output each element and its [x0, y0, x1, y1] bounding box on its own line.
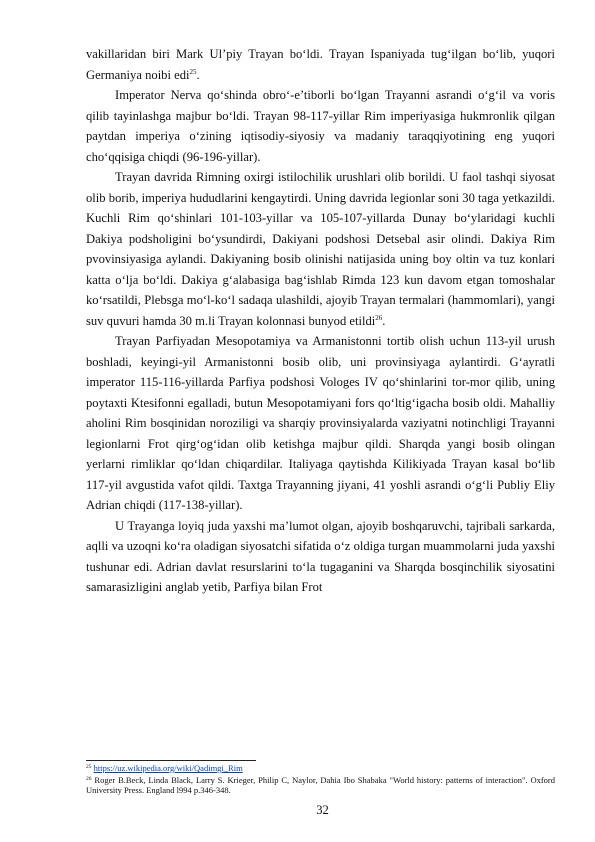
paragraph-3-tail: .: [382, 313, 386, 328]
paragraph-2-text: Imperator Nerva qo‘shinda obro‘-e’tiborli bo‘lgan Trayanni asrandi o‘g‘il va voris qilib tayinlashga majbur bo‘ldi. Trayan 98-117-yillar Rim imperiyasiga hukmronlik qilgan paytdan imperiya o‘zining iqtisodiy-siyosiy va madaniy taraqqiyotining eng yuqori cho‘qqisiga chiqdi (96-196-yillar).: [86, 88, 555, 164]
footnote-25-number: 25: [86, 764, 92, 770]
footnote-26-text: Roger B.Beck, Linda Black, Larry S. Krieger, Philip C, Naylor, Dahia Ibo Shabaka "World history: patterns of interaction". Oxford University Press. England l994 p.346-348.: [86, 774, 555, 795]
paragraph-4: [86, 331, 555, 516]
footnote-ref-25[interactable]: 25: [189, 67, 197, 76]
paragraph-1: [86, 44, 555, 85]
paragraph-2: [86, 85, 555, 167]
page-number: 32: [316, 803, 329, 817]
paragraph-1-tail: .: [196, 67, 200, 82]
footnote-26-number: 26: [86, 775, 92, 782]
paragraph-3: [86, 167, 555, 331]
footnote-25: [86, 763, 555, 774]
paragraph-4-text: Trayan Parfiyadan Mesopotamiya va Armanistonni tortib olish uchun 113-yil urush boshladi, keyingi-yil Armanistonni bosib olib, uni provinsiyaga aylantirdi. G‘ayratli imperator 115-116-yillarda Parfiya podshosi Vologes IV qo‘shinlarini tor-mor qilib, uning poytaxti Ktesifonni egalladi, butun Mesopotamiyani fors qo‘ltig‘igacha bosib oldi. Mahalliy aholini Rim bosqinidan noroziligi va sharqiy provinsiyalarda vaziyatni notinchligi Trayanni legionlarni Frot qirg‘og‘idan olib ketishga majbur qildi. Sharqda yangi bosib olingan yerlarni rimliklar qo‘ldan chiqardilar. Italiyaga qaytishda Kilikiyada Trayan kasal bo‘lib 117-yil avgustida vafot qildi. Taxtga Trayanning jiyani, 41 yoshli asrandi o‘g‘li Publiy Eliy Adrian chiqdi (117-138-yillar).: [86, 334, 555, 512]
main-text: [86, 44, 555, 598]
paragraph-1-text: vakillaridan biri Mark Ul’piy Trayan bo‘ldi. Trayan Ispaniyada tug‘ilgan bo‘lib, yuqori Germaniya noibi edi: [86, 47, 555, 82]
footnote-26: [86, 775, 555, 796]
paragraph-5-text: U Trayanga loyiq juda yaxshi ma’lumot olgan, ajoyib boshqaruvchi, tajribali sarkarda, aqlli va uzoqni ko‘ra oladigan siyosatchi sifatida o‘z oldiga turgan muammolarni juda yaxshi tushunar edi. Adrian davlat resurslarini to‘la tugaganini va Sharqda bosqinchilik siyosatini samarasizligini anglab yetib, Parfiya bilan Frot: [86, 518, 555, 594]
footnote-divider: [86, 760, 256, 761]
footnote-ref-26[interactable]: 26: [375, 313, 383, 322]
footnote-25-link[interactable]: https://uz.wikipedia.org/wiki/Qadimgi_Rim: [93, 763, 243, 773]
footnotes: [86, 763, 555, 797]
paragraph-5: [86, 516, 555, 598]
paragraph-3-text: Trayan davrida Rimning oxirgi istilochilik urushlari olib borildi. U faol tashqi siyosat olib borib, imperiya hududlarini kengaytirdi. Uning davrida legionlar soni 30 taga yetkazildi. Kuchli Rim qo‘shinlari 101-103-yillar va 105-107-yillarda Dunay bo‘ylaridagi kuchli Dakiya podsholigini bo‘ysundirdi, Dakiyani podshosi Detsebal asir olindi. Dakiya Rim pvovinsiyasiga aylandi. Dakiyaning bosib olinishi natijasida uning boy oltin va tuz konlari katta o‘lja bo‘ldi. Dakiya g‘alabasiga bag‘ishlab Rimda 123 kun davom etgan tomoshalar ko‘rsatildi, Plebsga mo‘l-ko‘l sadaqa ulashildi, ajoyib Trayan termalari (hammomlari), yangi suv quvuri hamda 30 m.li Trayan kolonnasi bunyod etildi: [86, 170, 555, 328]
